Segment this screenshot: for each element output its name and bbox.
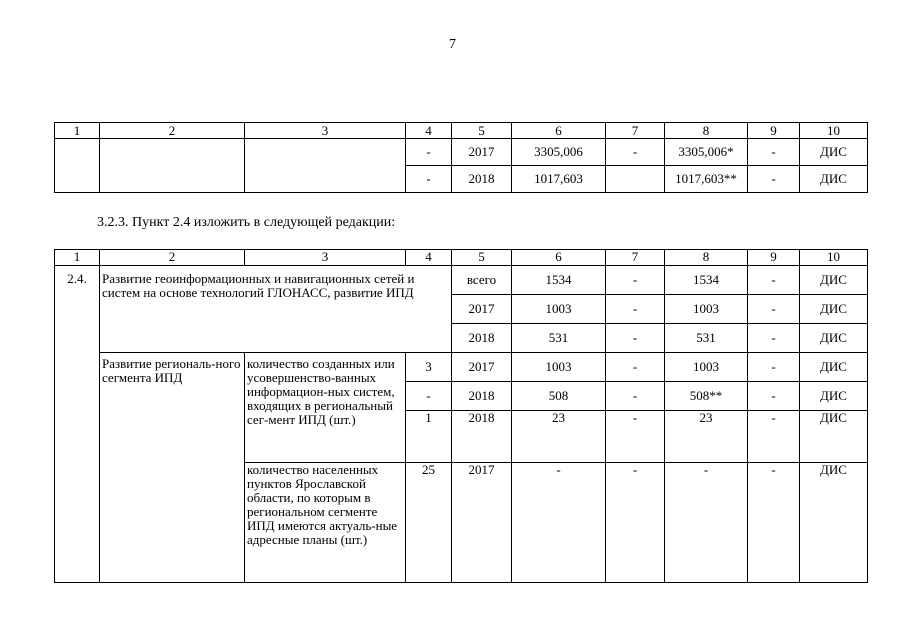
cell: 23 <box>665 411 748 463</box>
cell: 23 <box>512 411 606 463</box>
cell: - <box>748 411 800 463</box>
cell: - <box>748 166 800 193</box>
cell: 2017 <box>452 139 512 166</box>
cell: 508** <box>665 382 748 411</box>
table-continuation <box>54 122 868 193</box>
cell: 2017 <box>452 463 512 583</box>
cell: ДИС <box>800 139 868 166</box>
indicator-1: количество созданных или усовершенство-ванных информацион-ных систем, входящих в региональный сег-мент ИПД (шт.) <box>245 353 406 463</box>
cell: - <box>606 139 665 166</box>
instruction-paragraph: 3.2.3. Пункт 2.4 изложить в следующей редакции: <box>97 215 396 230</box>
cell: - <box>665 463 748 583</box>
cell: 531 <box>665 324 748 353</box>
header-cell: 10 <box>800 250 868 266</box>
cell: 25 <box>406 463 452 583</box>
page-number: 7 <box>449 37 456 52</box>
cell: 1534 <box>512 266 606 295</box>
cell: 1003 <box>512 353 606 382</box>
cell: - <box>748 382 800 411</box>
cell: - <box>748 324 800 353</box>
cell: ДИС <box>800 266 868 295</box>
cell: 2018 <box>452 324 512 353</box>
cell: 508 <box>512 382 606 411</box>
cell: 1017,603** <box>665 166 748 193</box>
table-row <box>55 139 868 166</box>
cell: - <box>606 382 665 411</box>
cell: - <box>606 353 665 382</box>
cell: 2018 <box>452 411 512 463</box>
header-cell: 3 <box>245 250 406 266</box>
header-cell: 9 <box>748 250 800 266</box>
cell: - <box>406 382 452 411</box>
header-row <box>55 250 868 266</box>
cell: - <box>512 463 606 583</box>
cell: - <box>606 463 665 583</box>
cell: - <box>606 266 665 295</box>
cell: ДИС <box>800 166 868 193</box>
cell: ДИС <box>800 295 868 324</box>
cell: 3305,006* <box>665 139 748 166</box>
cell: - <box>748 266 800 295</box>
empty-cell <box>55 139 100 193</box>
cell: - <box>748 295 800 324</box>
header-cell: 5 <box>452 123 512 139</box>
indicator-2: количество населенных пунктов Ярославской области, по которым в региональном сегменте ИПД имеются актуаль-ные адресные планы (шт.) <box>245 463 406 583</box>
cell: 1017,603 <box>512 166 606 193</box>
header-cell: 9 <box>748 123 800 139</box>
item-number: 2.4. <box>55 266 100 583</box>
cell: 2017 <box>452 353 512 382</box>
header-cell: 3 <box>245 123 406 139</box>
item-title: Развитие геоинформационных и навигационных сетей и систем на основе технологий ГЛОНАСС, развитие ИПД <box>100 266 452 353</box>
cell: - <box>748 353 800 382</box>
cell: 1003 <box>665 353 748 382</box>
header-cell: 6 <box>512 123 606 139</box>
cell: ДИС <box>800 324 868 353</box>
cell: - <box>406 139 452 166</box>
header-cell: 1 <box>55 123 100 139</box>
table-row <box>55 353 868 382</box>
cell: 1003 <box>512 295 606 324</box>
cell: - <box>406 166 452 193</box>
cell: 2017 <box>452 295 512 324</box>
header-cell: 4 <box>406 250 452 266</box>
cell: ДИС <box>800 382 868 411</box>
cell: ДИС <box>800 411 868 463</box>
cell: - <box>606 411 665 463</box>
cell: ДИС <box>800 353 868 382</box>
empty-cell <box>100 139 245 193</box>
header-cell: 6 <box>512 250 606 266</box>
empty-cell <box>245 139 406 193</box>
cell: - <box>606 295 665 324</box>
header-cell: 8 <box>665 123 748 139</box>
header-cell: 7 <box>606 250 665 266</box>
cell: 2018 <box>452 382 512 411</box>
header-cell: 1 <box>55 250 100 266</box>
header-cell: 2 <box>100 250 245 266</box>
header-cell: 5 <box>452 250 512 266</box>
header-cell: 2 <box>100 123 245 139</box>
cell: 1534 <box>665 266 748 295</box>
header-row <box>55 123 868 139</box>
cell: 1 <box>406 411 452 463</box>
cell <box>606 166 665 193</box>
table-row <box>55 266 868 295</box>
header-cell: 8 <box>665 250 748 266</box>
header-cell: 10 <box>800 123 868 139</box>
cell: 3305,006 <box>512 139 606 166</box>
cell: 3 <box>406 353 452 382</box>
header-cell: 4 <box>406 123 452 139</box>
table-item-2-4 <box>54 249 868 583</box>
cell: всего <box>452 266 512 295</box>
cell: 531 <box>512 324 606 353</box>
cell: 1003 <box>665 295 748 324</box>
cell: 2018 <box>452 166 512 193</box>
cell: - <box>748 139 800 166</box>
cell: - <box>748 463 800 583</box>
sub-item-name: Развитие региональ-ного сегмента ИПД <box>100 353 245 583</box>
header-cell: 7 <box>606 123 665 139</box>
cell: - <box>606 324 665 353</box>
cell: ДИС <box>800 463 868 583</box>
